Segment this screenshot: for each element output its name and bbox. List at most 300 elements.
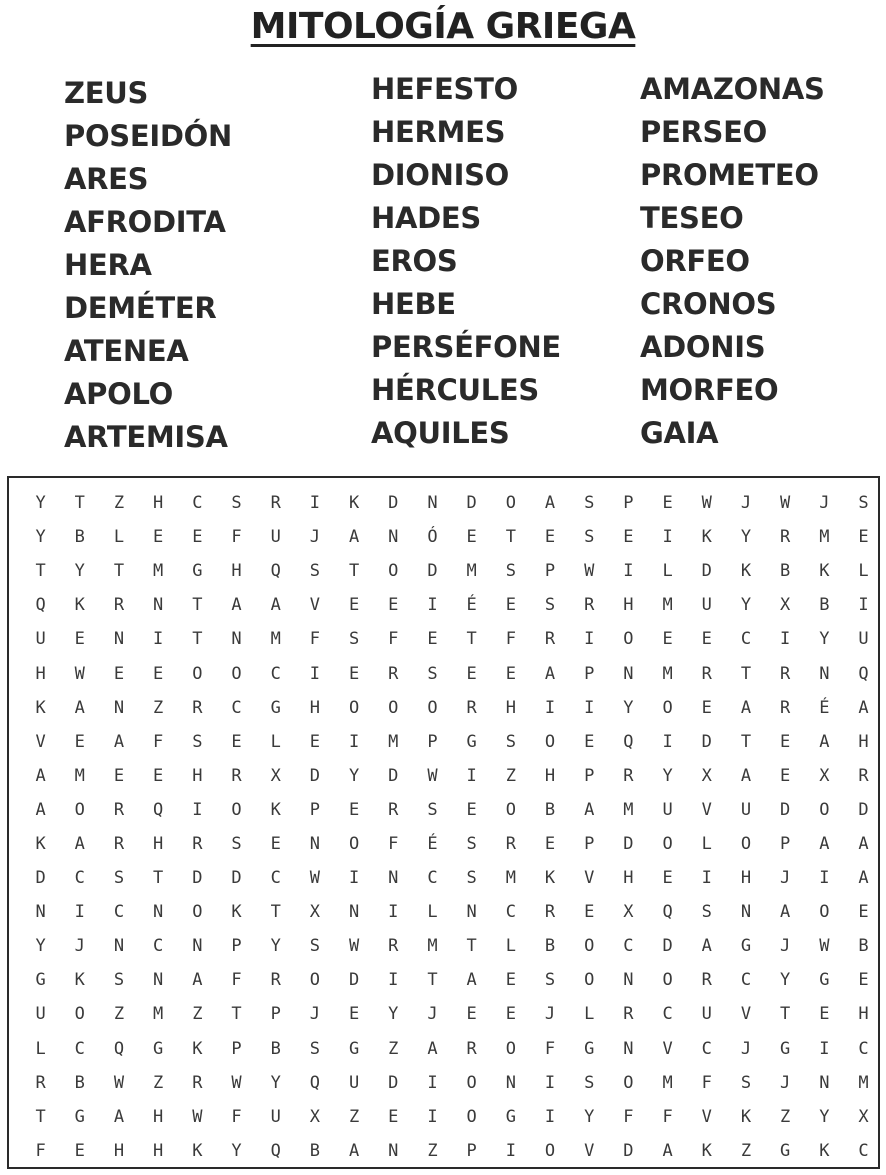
grid-letter-cell[interactable]: P bbox=[584, 663, 595, 684]
grid-letter-cell[interactable]: Z bbox=[505, 765, 516, 786]
grid-letter-cell[interactable]: A bbox=[740, 697, 752, 718]
grid-letter-cell[interactable]: K bbox=[35, 833, 46, 854]
grid-letter-cell[interactable]: N bbox=[113, 697, 125, 718]
grid-letter-cell[interactable]: A bbox=[35, 765, 46, 786]
grid-letter-cell[interactable]: V bbox=[35, 731, 46, 752]
grid-letter-cell[interactable]: A bbox=[348, 1140, 360, 1161]
grid-letter-cell[interactable]: K bbox=[270, 799, 281, 820]
grid-letter-cell[interactable]: V bbox=[740, 1004, 752, 1025]
grid-letter-cell[interactable]: D bbox=[309, 765, 321, 786]
grid-letter-cell[interactable]: O bbox=[74, 799, 85, 820]
grid-letter-cell[interactable]: S bbox=[584, 493, 595, 514]
grid-letter-cell[interactable]: H bbox=[153, 493, 164, 514]
grid-letter-cell[interactable]: S bbox=[701, 902, 712, 923]
grid-letter-cell[interactable]: E bbox=[662, 493, 673, 514]
grid-letter-cell[interactable]: U bbox=[35, 1004, 46, 1025]
grid-letter-cell[interactable]: I bbox=[192, 799, 203, 820]
grid-letter-cell[interactable]: Y bbox=[623, 697, 634, 718]
grid-letter-cell[interactable]: Y bbox=[780, 970, 791, 991]
grid-letter-cell[interactable]: W bbox=[584, 561, 595, 582]
grid-letter-cell[interactable]: S bbox=[466, 833, 477, 854]
grid-letter-cell[interactable]: O bbox=[819, 799, 830, 820]
grid-letter-cell[interactable]: Y bbox=[35, 527, 46, 548]
grid-letter-cell[interactable]: N bbox=[819, 663, 830, 684]
grid-letter-cell[interactable]: E bbox=[74, 731, 85, 752]
grid-letter-cell[interactable]: V bbox=[584, 1140, 595, 1161]
grid-letter-cell[interactable]: X bbox=[819, 765, 830, 786]
grid-letter-cell[interactable]: T bbox=[505, 527, 516, 548]
grid-letter-cell[interactable]: P bbox=[427, 731, 438, 752]
grid-letter-cell[interactable]: I bbox=[544, 1106, 556, 1127]
grid-letter-cell[interactable]: T bbox=[427, 970, 438, 991]
grid-letter-cell[interactable]: I bbox=[427, 1072, 438, 1093]
grid-letter-cell[interactable]: X bbox=[701, 765, 712, 786]
grid-letter-cell[interactable]: S bbox=[584, 527, 595, 548]
grid-letter-cell[interactable]: A bbox=[544, 663, 556, 684]
grid-letter-cell[interactable]: O bbox=[662, 697, 673, 718]
grid-letter-cell[interactable]: F bbox=[388, 833, 399, 854]
grid-letter-cell[interactable]: T bbox=[192, 629, 203, 650]
grid-letter-cell[interactable]: H bbox=[544, 765, 556, 786]
grid-letter-cell[interactable]: J bbox=[544, 1004, 556, 1025]
grid-letter-cell[interactable]: S bbox=[427, 663, 438, 684]
grid-letter-cell[interactable]: Z bbox=[113, 493, 125, 514]
grid-letter-cell[interactable]: D bbox=[623, 833, 634, 854]
grid-letter-cell[interactable]: T bbox=[113, 561, 125, 582]
grid-letter-cell[interactable]: E bbox=[113, 765, 125, 786]
grid-letter-cell[interactable]: E bbox=[544, 833, 556, 854]
grid-letter-cell[interactable]: N bbox=[466, 902, 477, 923]
grid-letter-cell[interactable]: E bbox=[584, 731, 595, 752]
grid-letter-cell[interactable]: S bbox=[113, 970, 125, 991]
grid-letter-cell[interactable]: R bbox=[192, 1072, 203, 1093]
grid-letter-cell[interactable]: Q bbox=[153, 799, 164, 820]
grid-letter-cell[interactable]: F bbox=[231, 527, 242, 548]
grid-letter-cell[interactable]: U bbox=[701, 1004, 712, 1025]
grid-letter-cell[interactable]: R bbox=[270, 493, 281, 514]
grid-letter-cell[interactable]: I bbox=[348, 731, 360, 752]
grid-letter-cell[interactable]: R bbox=[544, 902, 556, 923]
grid-letter-cell[interactable]: Ó bbox=[427, 527, 438, 548]
grid-letter-cell[interactable]: N bbox=[153, 970, 164, 991]
grid-letter-cell[interactable]: K bbox=[348, 493, 360, 514]
grid-letter-cell[interactable]: N bbox=[388, 527, 399, 548]
grid-letter-cell[interactable]: E bbox=[192, 527, 203, 548]
grid-letter-cell[interactable]: I bbox=[466, 765, 477, 786]
grid-letter-cell[interactable]: J bbox=[780, 868, 791, 889]
grid-letter-cell[interactable]: O bbox=[544, 731, 556, 752]
grid-letter-cell[interactable]: Z bbox=[153, 697, 164, 718]
grid-letter-cell[interactable]: I bbox=[819, 1038, 830, 1059]
grid-letter-cell[interactable]: S bbox=[113, 868, 125, 889]
grid-letter-cell[interactable]: R bbox=[231, 765, 242, 786]
grid-letter-cell[interactable]: F bbox=[623, 1106, 634, 1127]
grid-letter-cell[interactable]: D bbox=[466, 493, 477, 514]
grid-letter-cell[interactable]: H bbox=[113, 1140, 125, 1161]
grid-letter-cell[interactable]: B bbox=[74, 1072, 85, 1093]
grid-letter-cell[interactable]: A bbox=[584, 799, 595, 820]
grid-letter-cell[interactable]: B bbox=[544, 936, 556, 957]
grid-letter-cell[interactable]: K bbox=[740, 1106, 752, 1127]
grid-letter-cell[interactable]: A bbox=[231, 595, 242, 616]
grid-letter-cell[interactable]: I bbox=[544, 697, 556, 718]
grid-letter-cell[interactable]: R bbox=[113, 833, 125, 854]
grid-letter-cell[interactable]: U bbox=[740, 799, 752, 820]
grid-letter-cell[interactable]: G bbox=[270, 697, 281, 718]
grid-letter-cell[interactable]: R bbox=[701, 663, 712, 684]
grid-letter-cell[interactable]: S bbox=[505, 561, 516, 582]
grid-letter-cell[interactable]: E bbox=[780, 765, 791, 786]
grid-letter-cell[interactable]: G bbox=[466, 731, 477, 752]
grid-letter-cell[interactable]: X bbox=[623, 902, 634, 923]
grid-letter-cell[interactable]: D bbox=[858, 799, 869, 820]
grid-letter-cell[interactable]: O bbox=[623, 629, 634, 650]
grid-letter-cell[interactable]: T bbox=[270, 902, 281, 923]
grid-letter-cell[interactable]: T bbox=[740, 731, 752, 752]
grid-letter-cell[interactable]: Y bbox=[819, 1106, 830, 1127]
grid-letter-cell[interactable]: W bbox=[192, 1106, 203, 1127]
grid-letter-cell[interactable]: I bbox=[780, 629, 791, 650]
grid-letter-cell[interactable]: É bbox=[427, 833, 438, 854]
grid-letter-cell[interactable]: G bbox=[74, 1106, 85, 1127]
grid-letter-cell[interactable]: J bbox=[780, 1072, 791, 1093]
grid-letter-cell[interactable]: R bbox=[584, 595, 595, 616]
grid-letter-cell[interactable]: J bbox=[74, 936, 85, 957]
grid-letter-cell[interactable]: F bbox=[701, 1072, 712, 1093]
grid-letter-cell[interactable]: H bbox=[858, 1004, 869, 1025]
grid-letter-cell[interactable]: I bbox=[309, 493, 321, 514]
grid-letter-cell[interactable]: E bbox=[505, 595, 516, 616]
grid-letter-cell[interactable]: D bbox=[348, 970, 360, 991]
grid-letter-cell[interactable]: G bbox=[192, 561, 203, 582]
grid-letter-cell[interactable]: G bbox=[153, 1038, 164, 1059]
grid-letter-cell[interactable]: G bbox=[505, 1106, 516, 1127]
grid-letter-cell[interactable]: H bbox=[309, 697, 321, 718]
grid-letter-cell[interactable]: K bbox=[819, 561, 830, 582]
grid-letter-cell[interactable]: L bbox=[35, 1038, 46, 1059]
grid-letter-cell[interactable]: Q bbox=[270, 561, 281, 582]
grid-letter-cell[interactable]: U bbox=[701, 595, 712, 616]
grid-letter-cell[interactable]: E bbox=[858, 527, 869, 548]
grid-letter-cell[interactable]: A bbox=[858, 868, 869, 889]
grid-letter-cell[interactable]: N bbox=[153, 902, 164, 923]
grid-letter-cell[interactable]: F bbox=[544, 1038, 556, 1059]
grid-letter-cell[interactable]: H bbox=[35, 663, 46, 684]
grid-letter-cell[interactable]: T bbox=[35, 561, 46, 582]
grid-letter-cell[interactable]: R bbox=[192, 833, 203, 854]
grid-letter-cell[interactable]: R bbox=[701, 970, 712, 991]
grid-letter-cell[interactable]: H bbox=[623, 868, 634, 889]
grid-letter-cell[interactable]: G bbox=[780, 1038, 791, 1059]
grid-letter-cell[interactable]: N bbox=[819, 1072, 830, 1093]
grid-letter-cell[interactable]: K bbox=[35, 697, 46, 718]
grid-letter-cell[interactable]: C bbox=[192, 493, 203, 514]
grid-letter-cell[interactable]: S bbox=[466, 868, 477, 889]
grid-letter-cell[interactable]: E bbox=[858, 902, 869, 923]
grid-letter-cell[interactable]: R bbox=[780, 663, 791, 684]
grid-letter-cell[interactable]: V bbox=[701, 799, 712, 820]
grid-letter-cell[interactable]: A bbox=[74, 697, 85, 718]
grid-letter-cell[interactable]: E bbox=[780, 731, 791, 752]
grid-letter-cell[interactable]: R bbox=[623, 765, 634, 786]
grid-letter-cell[interactable]: H bbox=[505, 697, 516, 718]
grid-letter-cell[interactable]: A bbox=[427, 1038, 438, 1059]
grid-letter-cell[interactable]: Q bbox=[35, 595, 46, 616]
grid-letter-cell[interactable]: W bbox=[348, 936, 360, 957]
grid-letter-cell[interactable]: R bbox=[858, 765, 869, 786]
grid-letter-cell[interactable]: E bbox=[662, 868, 673, 889]
grid-letter-cell[interactable]: K bbox=[819, 1140, 830, 1161]
grid-letter-cell[interactable]: I bbox=[427, 1106, 438, 1127]
grid-letter-cell[interactable]: L bbox=[701, 833, 712, 854]
grid-letter-cell[interactable]: Q bbox=[662, 902, 673, 923]
grid-letter-cell[interactable]: E bbox=[427, 629, 438, 650]
grid-letter-cell[interactable]: P bbox=[584, 833, 595, 854]
grid-letter-cell[interactable]: V bbox=[309, 595, 321, 616]
grid-letter-cell[interactable]: S bbox=[505, 731, 516, 752]
grid-letter-cell[interactable]: C bbox=[270, 663, 281, 684]
grid-letter-cell[interactable]: Z bbox=[427, 1140, 438, 1161]
grid-letter-cell[interactable]: I bbox=[819, 868, 830, 889]
grid-letter-cell[interactable]: P bbox=[231, 936, 242, 957]
grid-letter-cell[interactable]: E bbox=[544, 527, 556, 548]
grid-letter-cell[interactable]: M bbox=[74, 765, 85, 786]
grid-letter-cell[interactable]: D bbox=[427, 561, 438, 582]
grid-letter-cell[interactable]: E bbox=[74, 629, 85, 650]
grid-letter-cell[interactable]: R bbox=[388, 936, 399, 957]
grid-letter-cell[interactable]: B bbox=[544, 799, 556, 820]
grid-letter-cell[interactable]: W bbox=[309, 868, 321, 889]
grid-letter-cell[interactable]: M bbox=[466, 561, 477, 582]
grid-letter-cell[interactable]: R bbox=[113, 595, 125, 616]
grid-letter-cell[interactable]: J bbox=[740, 493, 752, 514]
grid-letter-cell[interactable]: S bbox=[309, 1038, 321, 1059]
grid-letter-cell[interactable]: E bbox=[348, 1004, 360, 1025]
grid-letter-cell[interactable]: R bbox=[623, 1004, 634, 1025]
grid-letter-cell[interactable]: E bbox=[113, 663, 125, 684]
grid-letter-cell[interactable]: R bbox=[270, 970, 281, 991]
grid-letter-cell[interactable]: F bbox=[388, 629, 399, 650]
grid-letter-cell[interactable]: O bbox=[231, 663, 242, 684]
grid-letter-cell[interactable]: J bbox=[427, 1004, 438, 1025]
grid-letter-cell[interactable]: Y bbox=[231, 1140, 242, 1161]
grid-letter-cell[interactable]: B bbox=[74, 527, 85, 548]
grid-letter-cell[interactable]: F bbox=[505, 629, 516, 650]
grid-letter-cell[interactable]: E bbox=[388, 595, 399, 616]
grid-letter-cell[interactable]: A bbox=[113, 731, 125, 752]
grid-letter-cell[interactable]: G bbox=[740, 936, 752, 957]
grid-letter-cell[interactable]: O bbox=[231, 799, 242, 820]
grid-letter-cell[interactable]: T bbox=[466, 936, 477, 957]
grid-letter-cell[interactable]: O bbox=[662, 833, 673, 854]
grid-letter-cell[interactable]: A bbox=[348, 527, 360, 548]
grid-letter-cell[interactable]: R bbox=[466, 1038, 477, 1059]
grid-letter-cell[interactable]: E bbox=[153, 765, 164, 786]
grid-letter-cell[interactable]: E bbox=[466, 1004, 477, 1025]
grid-letter-cell[interactable]: N bbox=[623, 1038, 634, 1059]
grid-letter-cell[interactable]: Y bbox=[740, 527, 752, 548]
grid-letter-cell[interactable]: E bbox=[466, 663, 477, 684]
grid-letter-cell[interactable]: T bbox=[466, 629, 477, 650]
grid-letter-cell[interactable]: S bbox=[192, 731, 203, 752]
grid-letter-cell[interactable]: U bbox=[348, 1072, 360, 1093]
grid-letter-cell[interactable]: N bbox=[623, 663, 634, 684]
grid-letter-cell[interactable]: M bbox=[270, 629, 281, 650]
grid-letter-cell[interactable]: N bbox=[740, 902, 752, 923]
grid-letter-cell[interactable]: Y bbox=[819, 629, 830, 650]
grid-letter-cell[interactable]: I bbox=[701, 868, 712, 889]
grid-letter-cell[interactable]: O bbox=[388, 697, 399, 718]
grid-letter-cell[interactable]: E bbox=[505, 1004, 516, 1025]
grid-letter-cell[interactable]: N bbox=[153, 595, 164, 616]
grid-letter-cell[interactable]: R bbox=[780, 697, 791, 718]
grid-letter-cell[interactable]: C bbox=[701, 1038, 712, 1059]
grid-letter-cell[interactable]: D bbox=[388, 765, 399, 786]
grid-letter-cell[interactable]: Q bbox=[309, 1072, 321, 1093]
grid-letter-cell[interactable]: A bbox=[780, 902, 791, 923]
grid-letter-cell[interactable]: E bbox=[858, 970, 869, 991]
grid-letter-cell[interactable]: S bbox=[427, 799, 438, 820]
grid-letter-cell[interactable]: R bbox=[113, 799, 125, 820]
grid-letter-cell[interactable]: S bbox=[740, 1072, 752, 1093]
grid-letter-cell[interactable]: R bbox=[780, 527, 791, 548]
grid-letter-cell[interactable]: C bbox=[740, 629, 752, 650]
grid-letter-cell[interactable]: O bbox=[74, 1004, 85, 1025]
grid-letter-cell[interactable]: D bbox=[701, 731, 712, 752]
grid-letter-cell[interactable]: Y bbox=[388, 1004, 399, 1025]
grid-letter-cell[interactable]: E bbox=[309, 731, 321, 752]
grid-letter-cell[interactable]: A bbox=[662, 1140, 673, 1161]
grid-letter-cell[interactable]: O bbox=[192, 902, 203, 923]
grid-letter-cell[interactable]: N bbox=[35, 902, 46, 923]
grid-letter-cell[interactable]: M bbox=[153, 561, 164, 582]
grid-letter-cell[interactable]: Y bbox=[348, 765, 360, 786]
grid-letter-cell[interactable]: I bbox=[74, 902, 85, 923]
grid-letter-cell[interactable]: X bbox=[780, 595, 791, 616]
grid-letter-cell[interactable]: O bbox=[505, 1038, 516, 1059]
grid-letter-cell[interactable]: O bbox=[819, 902, 830, 923]
grid-letter-cell[interactable]: P bbox=[623, 493, 634, 514]
grid-letter-cell[interactable]: S bbox=[544, 595, 556, 616]
grid-letter-cell[interactable]: E bbox=[466, 527, 477, 548]
grid-letter-cell[interactable]: O bbox=[544, 1140, 556, 1161]
grid-letter-cell[interactable]: W bbox=[427, 765, 438, 786]
grid-letter-cell[interactable]: A bbox=[740, 765, 752, 786]
grid-letter-cell[interactable]: H bbox=[740, 868, 752, 889]
grid-letter-cell[interactable]: A bbox=[466, 970, 477, 991]
grid-letter-cell[interactable]: E bbox=[701, 629, 712, 650]
grid-letter-cell[interactable]: T bbox=[153, 868, 164, 889]
grid-letter-cell[interactable]: L bbox=[427, 902, 438, 923]
grid-letter-cell[interactable]: O bbox=[623, 1072, 634, 1093]
grid-letter-cell[interactable]: H bbox=[153, 1140, 164, 1161]
grid-letter-cell[interactable]: I bbox=[623, 561, 634, 582]
grid-letter-cell[interactable]: M bbox=[505, 868, 516, 889]
grid-letter-cell[interactable]: T bbox=[348, 561, 360, 582]
grid-letter-cell[interactable]: R bbox=[466, 697, 477, 718]
grid-letter-cell[interactable]: J bbox=[309, 1004, 321, 1025]
grid-letter-cell[interactable]: P bbox=[231, 1038, 242, 1059]
grid-letter-cell[interactable]: C bbox=[662, 1004, 673, 1025]
grid-letter-cell[interactable]: S bbox=[231, 833, 242, 854]
grid-letter-cell[interactable]: Y bbox=[35, 493, 46, 514]
grid-letter-cell[interactable]: G bbox=[348, 1038, 360, 1059]
grid-letter-cell[interactable]: C bbox=[505, 902, 516, 923]
grid-letter-cell[interactable]: K bbox=[192, 1140, 203, 1161]
grid-letter-cell[interactable]: I bbox=[348, 868, 360, 889]
grid-letter-cell[interactable]: T bbox=[35, 1106, 46, 1127]
grid-letter-cell[interactable]: E bbox=[701, 697, 712, 718]
grid-letter-cell[interactable]: T bbox=[780, 1004, 791, 1025]
grid-letter-cell[interactable]: D bbox=[623, 1140, 634, 1161]
grid-letter-cell[interactable]: M bbox=[153, 1004, 164, 1025]
grid-letter-cell[interactable]: I bbox=[662, 527, 673, 548]
grid-letter-cell[interactable]: J bbox=[819, 493, 830, 514]
grid-letter-cell[interactable]: K bbox=[192, 1038, 203, 1059]
grid-letter-cell[interactable]: A bbox=[858, 697, 869, 718]
grid-letter-cell[interactable]: W bbox=[819, 936, 830, 957]
grid-letter-cell[interactable]: E bbox=[231, 731, 242, 752]
grid-letter-cell[interactable]: J bbox=[780, 936, 791, 957]
grid-letter-cell[interactable]: C bbox=[231, 697, 242, 718]
grid-letter-cell[interactable]: I bbox=[584, 697, 595, 718]
grid-letter-cell[interactable]: W bbox=[701, 493, 712, 514]
grid-letter-cell[interactable]: N bbox=[192, 936, 203, 957]
grid-letter-cell[interactable]: P bbox=[270, 1004, 281, 1025]
grid-letter-cell[interactable]: S bbox=[544, 970, 556, 991]
grid-letter-cell[interactable]: O bbox=[348, 697, 360, 718]
grid-letter-cell[interactable]: H bbox=[623, 595, 634, 616]
grid-letter-cell[interactable]: P bbox=[309, 799, 321, 820]
grid-letter-cell[interactable]: R bbox=[192, 697, 203, 718]
grid-letter-cell[interactable]: F bbox=[35, 1140, 46, 1161]
grid-letter-cell[interactable]: L bbox=[858, 561, 869, 582]
grid-letter-cell[interactable]: Z bbox=[740, 1140, 752, 1161]
grid-letter-cell[interactable]: E bbox=[270, 833, 281, 854]
grid-letter-cell[interactable]: A bbox=[858, 833, 869, 854]
grid-letter-cell[interactable]: W bbox=[231, 1072, 242, 1093]
grid-letter-cell[interactable]: A bbox=[701, 936, 712, 957]
grid-letter-cell[interactable]: M bbox=[858, 1072, 869, 1093]
grid-letter-cell[interactable]: V bbox=[662, 1038, 673, 1059]
grid-letter-cell[interactable]: S bbox=[309, 936, 321, 957]
grid-letter-cell[interactable]: O bbox=[505, 799, 516, 820]
grid-letter-cell[interactable]: K bbox=[74, 970, 85, 991]
grid-letter-cell[interactable]: A bbox=[192, 970, 203, 991]
grid-letter-cell[interactable]: Z bbox=[113, 1004, 125, 1025]
grid-letter-cell[interactable]: D bbox=[231, 868, 242, 889]
grid-letter-cell[interactable]: G bbox=[819, 970, 830, 991]
grid-letter-cell[interactable]: O bbox=[584, 936, 595, 957]
grid-letter-cell[interactable]: A bbox=[113, 1106, 125, 1127]
grid-letter-cell[interactable]: A bbox=[819, 731, 830, 752]
grid-letter-cell[interactable]: S bbox=[858, 493, 869, 514]
grid-letter-cell[interactable]: E bbox=[505, 970, 516, 991]
grid-letter-cell[interactable]: I bbox=[309, 663, 321, 684]
grid-letter-cell[interactable]: R bbox=[35, 1072, 46, 1093]
grid-letter-cell[interactable]: L bbox=[113, 527, 125, 548]
grid-letter-cell[interactable]: P bbox=[780, 833, 791, 854]
grid-letter-cell[interactable]: D bbox=[662, 936, 673, 957]
grid-letter-cell[interactable]: Q bbox=[270, 1140, 281, 1161]
grid-letter-cell[interactable]: W bbox=[74, 663, 85, 684]
grid-letter-cell[interactable]: T bbox=[74, 493, 85, 514]
grid-letter-cell[interactable]: O bbox=[192, 663, 203, 684]
grid-letter-cell[interactable]: E bbox=[348, 799, 360, 820]
grid-letter-cell[interactable]: P bbox=[466, 1140, 477, 1161]
grid-letter-cell[interactable]: Y bbox=[270, 1072, 281, 1093]
grid-letter-cell[interactable]: B bbox=[780, 561, 791, 582]
